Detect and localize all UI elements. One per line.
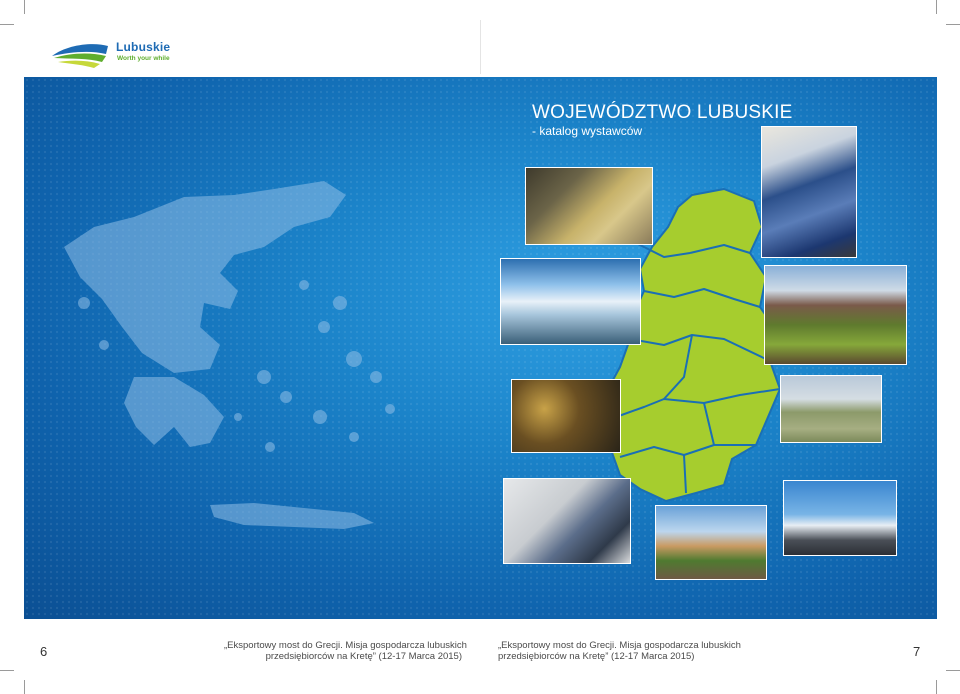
- crop-mark: [936, 680, 937, 694]
- vineyard-house-photo: [764, 265, 907, 365]
- logo-wordmark: Lubuskie: [116, 40, 171, 54]
- lubuskie-logo: [50, 36, 180, 72]
- town-hall-photo: [655, 505, 767, 580]
- lubuskie-logo-icon: [50, 36, 112, 72]
- page-number-left: 6: [40, 644, 48, 659]
- footer-caption-right-line2: przedsiębiorców na Kretę” (12-17 Marca 2015): [498, 651, 695, 662]
- footer-caption-right: [498, 640, 748, 662]
- bridge-photo: [783, 480, 897, 556]
- lake-sky-photo: [500, 258, 641, 345]
- crop-mark: [936, 0, 937, 14]
- cover-title: WOJEWÓDZTWO LUBUSKIE: [532, 102, 793, 123]
- crop-mark: [946, 24, 960, 25]
- logo-tagline: Worth your while: [117, 55, 170, 62]
- crop-mark: [946, 670, 960, 671]
- footer-caption-left: [224, 640, 467, 662]
- library-interior-photo: [525, 167, 653, 245]
- crop-mark: [0, 24, 14, 25]
- laboratory-worker-photo: [503, 478, 631, 564]
- footer-caption-right-line1: „Eksportowy most do Grecji. Misja gospodarcza lubuskich: [498, 640, 741, 651]
- crop-mark: [24, 680, 25, 694]
- office-building-photo: [761, 126, 857, 258]
- page-number-right: 7: [913, 644, 921, 659]
- footer-caption-left-line1: „Eksportowy most do Grecji. Misja gospodarcza lubuskich: [224, 640, 467, 651]
- crop-mark: [24, 0, 25, 14]
- airport-runway-photo: [780, 375, 882, 443]
- crop-mark: [0, 670, 14, 671]
- cover-subtitle: - katalog wystawców: [532, 124, 643, 138]
- page-spine: [480, 20, 481, 74]
- footer-caption-left-line2: przedsiębiorców na Kretę” (12-17 Marca 2015): [265, 651, 462, 662]
- steel-pipes-photo: [511, 379, 621, 453]
